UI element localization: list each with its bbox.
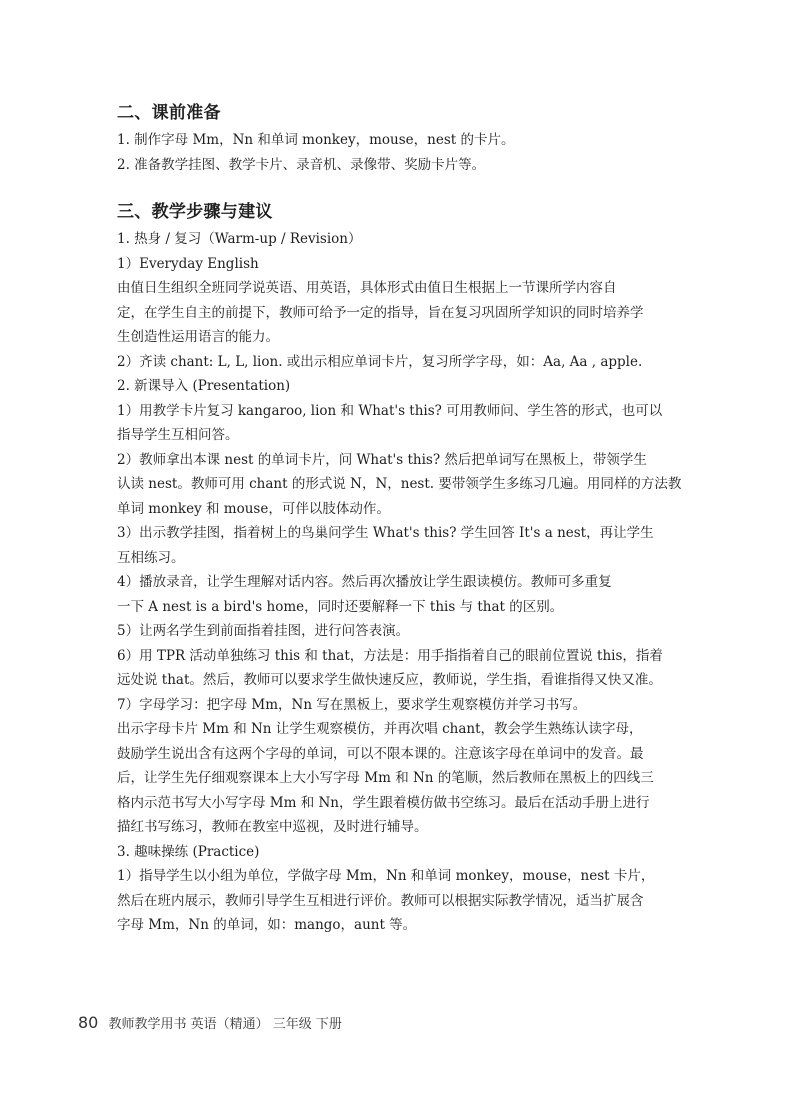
prep-item-1: 1. 制作字母 Mm，Nn 和单词 monkey，mouse，nest 的卡片。: [117, 132, 515, 148]
text-line: 一下 A nest is a bird's home，同时还要解释一下 this 与 that 的区别。: [117, 598, 564, 615]
text-line: 鼓励学生说出含有这两个字母的单词，可以不限本课的。注意该字母在单词中的发音。最: [117, 745, 644, 762]
prep-item-2: 2. 准备教学挂图、教学卡片、录音机、录像带、奖励卡片等。: [117, 156, 486, 173]
text-line: 然后在班内展示，教师引导学生互相进行评价。教师可以根据实际教学情况，适当扩展含: [117, 892, 644, 909]
text-line: 字母 Mm，Nn 的单词，如：mango，aunt 等。: [117, 917, 417, 933]
text-line: 2）齐读 chant: L, L, lion. 或出示相应单词卡片，复习所学字母，如：Aa, Aa , apple.: [117, 353, 643, 370]
text-line: 单词 monkey 和 mouse，可伴以肢体动作。: [117, 500, 390, 517]
text-line: 由值日生组织全班同学说英语、用英语，具体形式由值日生根据上一节课所学内容自: [117, 280, 617, 296]
text-line: 4）播放录音，让学生理解对话内容。然后再次播放让学生跟读模仿。教师可多重复: [117, 574, 612, 590]
text-line: 远处说 that。然后，教师可以要求学生做快速反应，教师说，学生指，看谁指得又快又准。: [117, 672, 662, 688]
text-line: 格内示范书写大小写字母 Mm 和 Nn，学生跟着模仿做书空练习。最后在活动手册上进行: [117, 794, 650, 811]
text-line: 1）用教学卡片复习 kangaroo, lion 和 What's this? 可用教师问、学生答的形式，也可以: [117, 402, 663, 419]
practice-heading: 3. 趣味操练 (Practice): [117, 843, 260, 860]
section-heading-steps: 三、教学步骤与建议: [117, 202, 273, 222]
text-line: 6）用 TPR 活动单独练习 this 和 that，方法是：用手指指着自己的眼前位置说 this，指着: [117, 647, 663, 664]
book-title: 教师教学用书 英语（精通） 三年级 下册: [108, 1017, 342, 1032]
presentation-heading: 2. 新课导入 (Presentation): [117, 378, 291, 394]
text-line: 认读 nest。教师可用 chant 的形式说 N，N，nest. 要带领学生多练习几遍。用同样的方法教: [117, 476, 682, 492]
page-footer: [78, 1013, 342, 1032]
page-content: [117, 100, 702, 938]
text-line: 定，在学生自主的前提下，教师可给予一定的指导，旨在复习巩固所学知识的同时培养学: [117, 304, 644, 321]
text-line: 后，让学生先仔细观察课本上大小写字母 Mm 和 Nn 的笔顺，然后教师在黑板上的四线三: [117, 770, 654, 786]
text-line: 生创造性运用语言的能力。: [117, 329, 279, 345]
everyday-english-heading: 1）Everyday English: [117, 255, 259, 272]
warmup-heading: 1. 热身 / 复习（Warm-up / Revision）: [117, 231, 362, 247]
text-line: 描红书写练习，教师在教室中巡视，及时进行辅导。: [117, 819, 428, 835]
text-line: 7）字母学习：把字母 Mm，Nn 写在黑板上，要求学生观察模仿并学习书写。: [117, 696, 587, 713]
text-line: 1）指导学生以小组为单位，学做字母 Mm，Nn 和单词 monkey，mouse，nest 卡片，: [117, 868, 655, 884]
text-line: 指导学生互相问答。: [117, 427, 239, 443]
page-number: 80: [78, 1013, 99, 1032]
text-line: 2）教师拿出本课 nest 的单词卡片，问 What's this? 然后把单词写在黑板上，带领学生: [117, 451, 647, 468]
text-line: 出示字母卡片 Mm 和 Nn 让学生观察模仿，并再次唱 chant，教会学生熟练认读字母，: [117, 721, 643, 737]
text-line: 3）出示教学挂图，指着树上的鸟巢问学生 What's this? 学生回答 It's a nest，再让学生: [117, 525, 654, 541]
text-line: 5）让两名学生到前面指着挂图，进行问答表演。: [117, 623, 410, 639]
text-line: 互相练习。: [117, 549, 185, 566]
section-heading-preparation: 二、课前准备: [117, 103, 221, 123]
